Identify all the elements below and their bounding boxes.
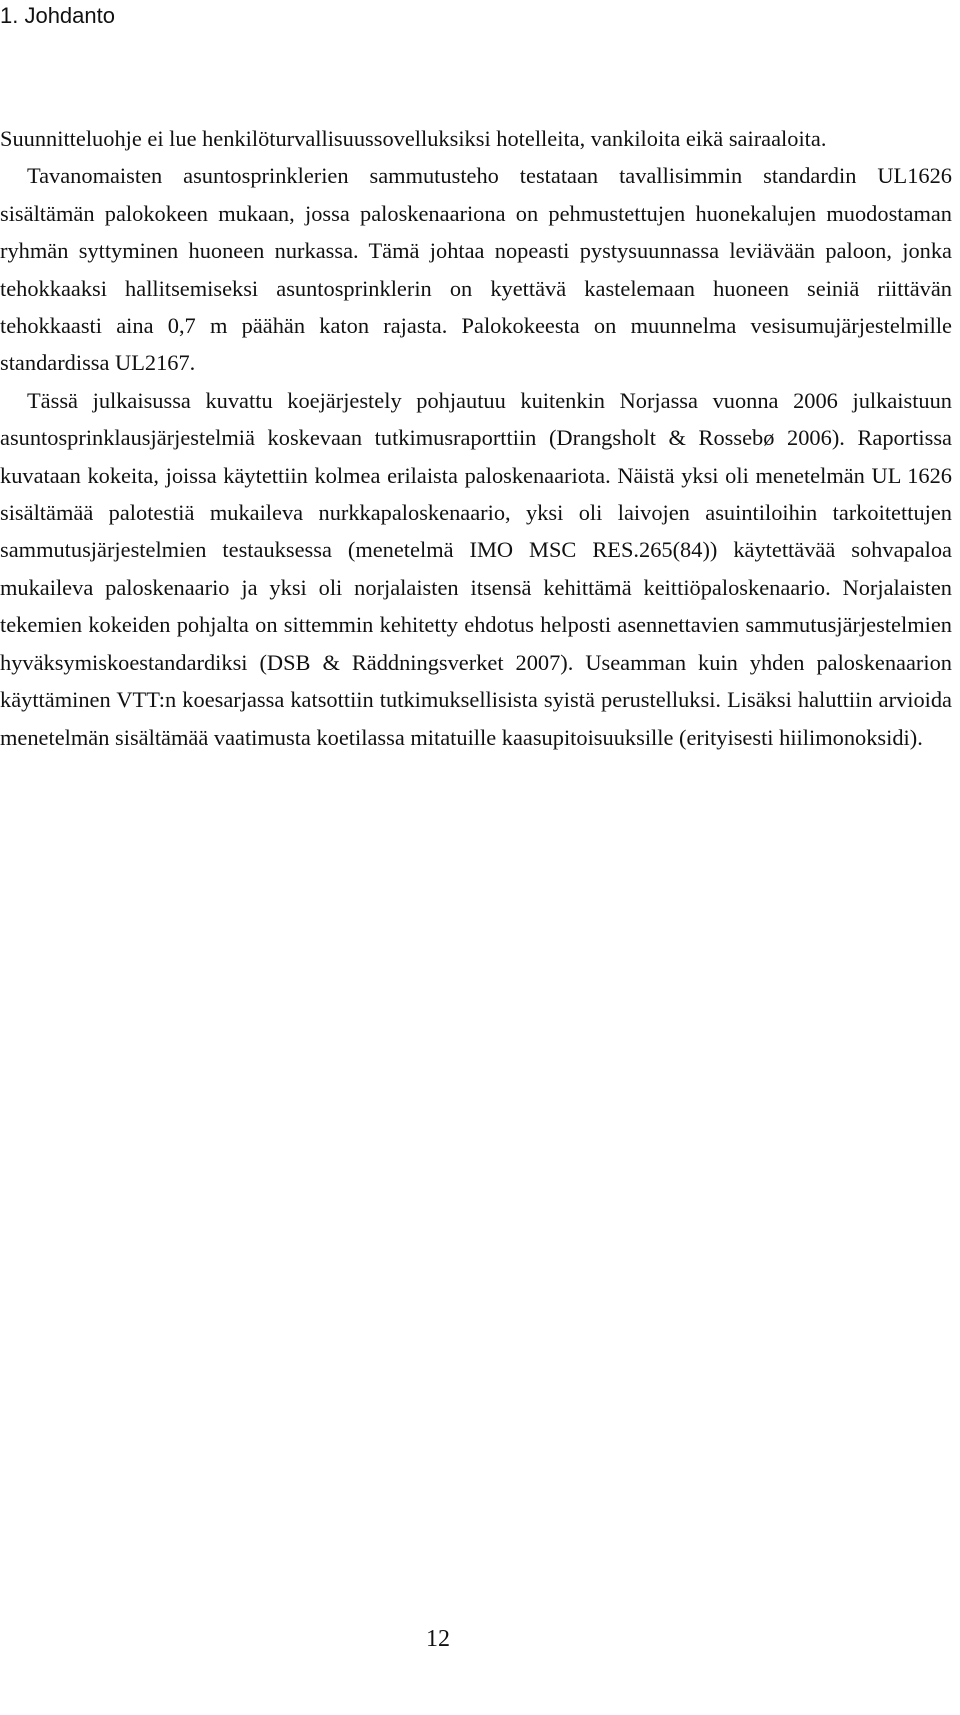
body-text	[0, 120, 952, 756]
page-number: 12	[426, 1626, 450, 1652]
paragraph-scope: Suunnitteluohje ei lue henkilöturvallisuussovelluksiksi hotelleita, vankiloita eikä sairaaloita.	[0, 126, 827, 151]
section-heading: 1. Johdanto	[0, 3, 115, 28]
paragraph-sprinkler-testing: Tavanomaisten asuntosprinklerien sammutusteho testataan tavallisimmin standardin UL1626 sisältämän palokokeen mukaan, jossa paloskenaariona on pehmustettujen huonekalujen muodostaman ryhmän syttyminen huoneen nurkassa. Tämä johtaa nopeasti pystysuunnassa leviävään paloon, jonka tehokkaaksi hallitsemiseksi asuntosprinklerin on kyettävä kastelemaan huoneen seiniä riittävän tehokkaasti aina 0,7 m päähän katon rajasta. Palokokeesta on muunnelma vesisumujärjestelmille standardissa UL2167.	[0, 163, 952, 376]
paragraph-test-arrangement: Tässä julkaisussa kuvattu koejärjestely pohjautuu kuitenkin Norjassa vuonna 2006 julkaistuun asuntosprinklausjärjestelmiä koskevaan tutkimusraporttiin (Drangsholt & Rossebø 2006). Raportissa kuvataan kokeita, joissa käytettiin kolmea erilaista paloskenaariota. Näistä yksi oli menetelmän UL 1626 sisältämää palotestiä mukaileva nurkkapaloskenaario, yksi oli laivojen asuintiloihin tarkoitettujen sammutusjärjestelmien testauksessa (menetelmä IMO MSC RES.265(84)) käytettävää sohvapaloa mukaileva paloskenaario ja yksi oli norjalaisten itsensä kehittämä keittiöpaloskenaario. Norjalaisten tekemien kokeiden pohjalta on sittemmin kehitetty ehdotus helposti asennettavien sammutusjärjestelmien hyväksymiskoestandardiksi (DSB & Räddningsverket 2007). Useamman kuin yhden paloskenaarion käyttäminen VTT:n koesarjassa katsottiin tutkimuksellisista syistä perustelluksi. Lisäksi haluttiin arvioida menetelmän sisältämää vaatimusta koetilassa mitatuille kaasupitoisuuksille (erityisesti hiilimonoksidi).	[0, 387, 952, 750]
